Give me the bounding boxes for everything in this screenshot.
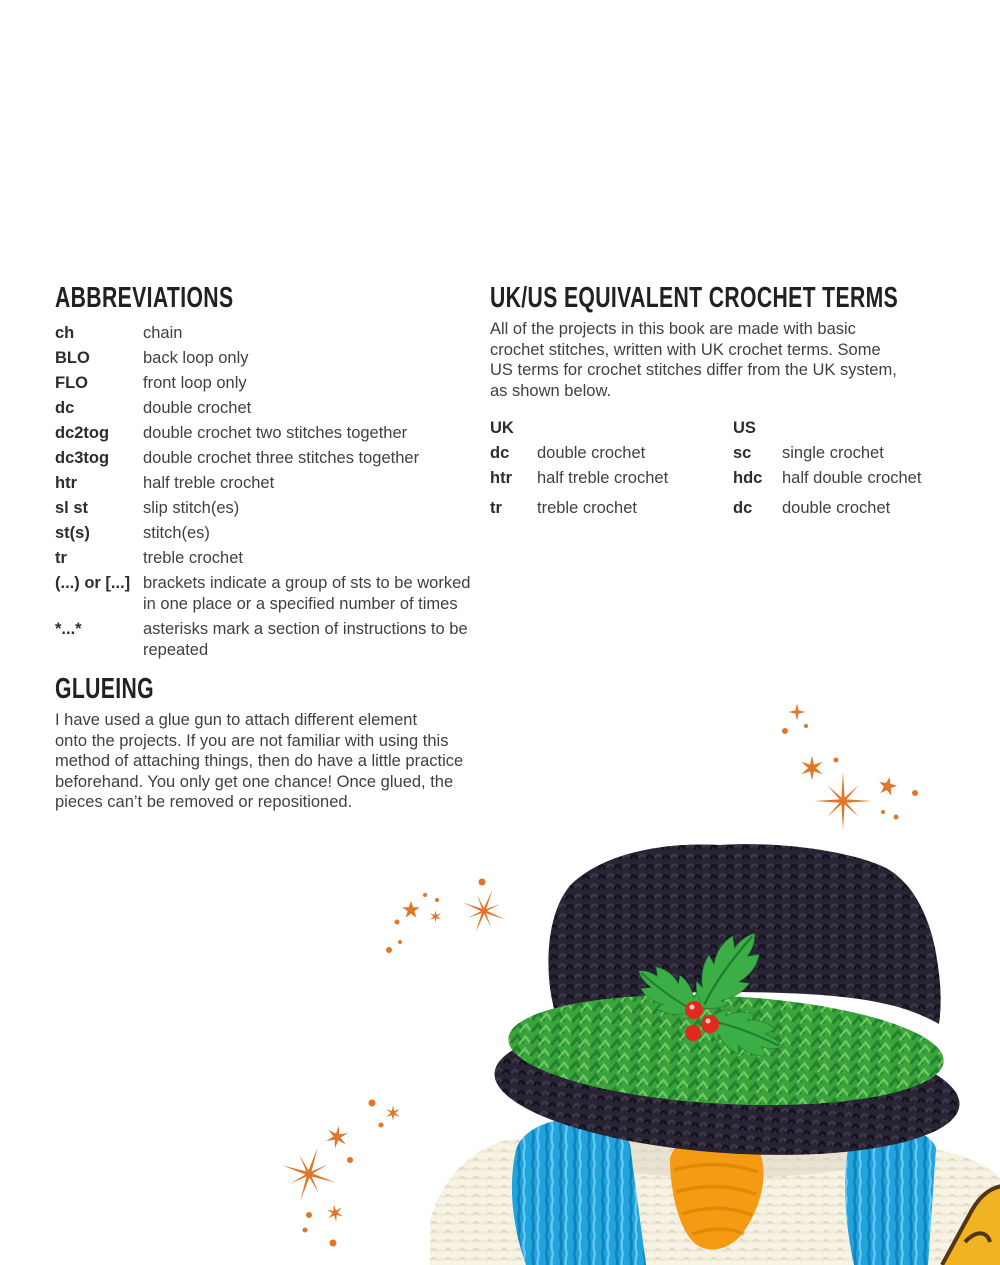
sparkle-cluster-bottom-left xyxy=(274,1100,401,1247)
abbr-term: st(s) xyxy=(55,524,90,542)
abbr-term: dc xyxy=(55,399,75,417)
abbreviation-row xyxy=(55,498,485,519)
abbreviation-row xyxy=(55,373,485,394)
abbreviations-section xyxy=(55,283,485,665)
paragraph-line: All of the projects in this book are made with basic xyxy=(490,320,856,338)
us-term: sc xyxy=(733,444,752,463)
abbreviation-row xyxy=(55,398,485,419)
abbr-term: *...* xyxy=(55,620,82,638)
abbr-term: FLO xyxy=(55,374,88,392)
uk-us-terms-heading: UK/US EQUIVALENT CROCHET TERMS xyxy=(490,282,899,314)
sparkle-dot-icon xyxy=(395,920,400,925)
paragraph-line: onto the projects. If you are not familiar with using this xyxy=(55,731,449,750)
sparkle-dot-icon xyxy=(834,758,839,763)
uk-term: htr xyxy=(490,469,512,488)
sparkle-dot-icon xyxy=(423,893,427,897)
abbr-definition: double crochet two stitches together xyxy=(143,424,408,442)
sparkle-dot-icon xyxy=(369,1100,376,1107)
paragraph-line: crochet stitches, written with UK crochet terms. Some xyxy=(490,340,881,359)
abbreviation-row xyxy=(55,348,485,369)
abbr-definition: back loop only xyxy=(143,349,249,367)
abbreviations-heading: ABBREVIATIONS xyxy=(55,282,234,314)
sparkle-star4-icon xyxy=(788,703,805,720)
us-definition: single crochet xyxy=(782,444,884,463)
uk-column-header: UK xyxy=(490,419,514,438)
abbr-term: sl st xyxy=(55,499,89,517)
sparkle-star8-icon xyxy=(274,1139,345,1210)
abbr-definition: half treble crochet xyxy=(143,474,275,492)
paragraph-line: method of attaching things, then do have a little practice xyxy=(55,752,464,771)
glueing-section xyxy=(55,674,495,813)
table-row xyxy=(490,443,950,464)
abbr-definition: chain xyxy=(143,324,183,342)
abbr-definition: double crochet three stitches together xyxy=(143,449,420,467)
sparkle-dot-icon xyxy=(379,1123,384,1128)
abbreviation-row xyxy=(55,473,485,494)
us-definition: double crochet xyxy=(782,499,891,518)
sparkle-dot-icon xyxy=(912,790,918,796)
uk-term: dc xyxy=(490,444,510,463)
abbr-term: dc2tog xyxy=(55,424,110,442)
abbr-definition: asterisks mark a section of instructions to be repeated xyxy=(143,620,468,659)
abbreviation-row xyxy=(55,523,485,544)
glueing-paragraph xyxy=(55,710,495,813)
abbr-term: ch xyxy=(55,324,75,342)
abbreviation-row xyxy=(55,548,485,569)
abbr-definition: brackets indicate a group of sts to be worked in one place or a specified number of times xyxy=(143,574,471,613)
abbreviation-row xyxy=(55,423,485,444)
sparkle-dot-icon xyxy=(306,1212,312,1218)
uk-definition: treble crochet xyxy=(537,499,637,518)
abbreviation-row xyxy=(55,619,485,661)
uk-definition: half treble crochet xyxy=(537,469,669,488)
paragraph-line: I have used a glue gun to attach different element xyxy=(55,711,418,729)
us-definition: half double crochet xyxy=(782,469,922,488)
abbr-definition: treble crochet xyxy=(143,549,243,567)
us-term: dc xyxy=(733,499,753,518)
snowman-photo xyxy=(430,840,1000,1265)
uk-definition: double crochet xyxy=(537,444,646,463)
table-row xyxy=(490,498,950,519)
abbreviation-row xyxy=(55,323,485,344)
abbreviation-row xyxy=(55,573,485,615)
sparkle-dot-icon xyxy=(804,724,808,728)
abbreviation-row xyxy=(55,448,485,469)
sparkle-star8-icon xyxy=(814,772,872,830)
sparkle-star5-icon xyxy=(877,775,898,796)
uk-us-terms-table xyxy=(490,418,950,519)
sparkle-dot-icon xyxy=(386,947,392,953)
sparkle-star6-icon xyxy=(800,756,824,781)
sparkle-dot-icon xyxy=(881,810,885,814)
sparkle-dot-icon xyxy=(330,1240,337,1247)
sparkle-dot-icon xyxy=(894,815,899,820)
uk-us-terms-section xyxy=(490,283,950,523)
abbr-term: tr xyxy=(55,549,67,567)
snowman-hat xyxy=(490,844,964,1169)
abbr-term: htr xyxy=(55,474,77,492)
sparkle-star6-icon xyxy=(324,1124,350,1151)
sparkle-cluster-top-right xyxy=(782,703,918,830)
sparkle-star6-icon xyxy=(386,1105,401,1120)
paragraph-line: as shown below. xyxy=(490,381,612,400)
sparkle-star5-icon xyxy=(402,901,419,918)
glueing-heading: GLUEING xyxy=(55,673,155,705)
abbr-definition: slip stitch(es) xyxy=(143,499,240,517)
abbr-definition: stitch(es) xyxy=(143,524,210,542)
table-row xyxy=(490,468,950,489)
abbr-definition: double crochet xyxy=(143,399,252,417)
paragraph-line: pieces can’t be removed or repositioned. xyxy=(55,793,353,812)
abbr-term: dc3tog xyxy=(55,449,110,467)
uk-us-intro-paragraph xyxy=(490,319,950,401)
sparkle-star6-icon xyxy=(325,1203,344,1222)
abbr-term: (...) or [...] xyxy=(55,574,131,592)
sparkle-dot-icon xyxy=(782,728,788,734)
table-header-row xyxy=(490,418,950,439)
abbr-definition: front loop only xyxy=(143,374,247,392)
sparkle-dot-icon xyxy=(347,1157,353,1163)
paragraph-line: US terms for crochet stitches differ from the UK system, xyxy=(490,361,897,380)
paragraph-line: beforehand. You only get one chance! Once glued, the xyxy=(55,772,454,791)
sparkle-dot-icon xyxy=(398,940,402,944)
uk-term: tr xyxy=(490,499,502,518)
abbreviations-list xyxy=(55,323,485,661)
sparkle-dot-icon xyxy=(303,1228,308,1233)
us-term: hdc xyxy=(733,469,763,488)
abbr-term: BLO xyxy=(55,349,90,367)
us-column-header: US xyxy=(733,419,756,438)
